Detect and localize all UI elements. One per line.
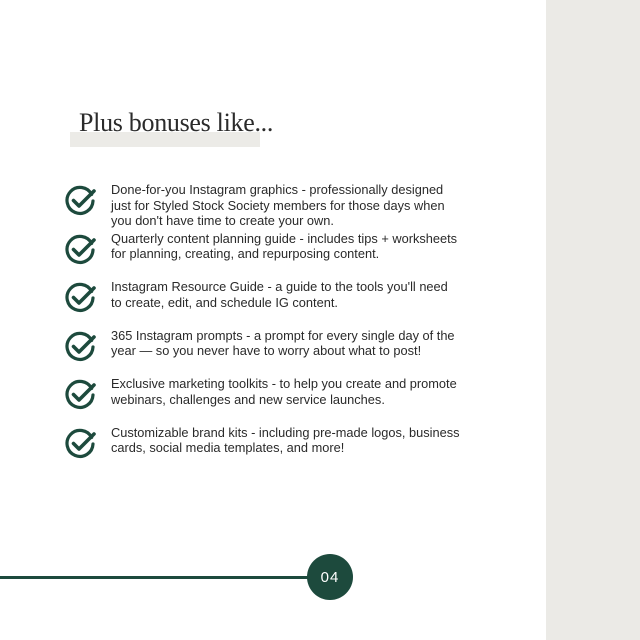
- check-circle-icon: [64, 234, 96, 266]
- list-item-line: you don't have time to create your own.: [111, 213, 334, 228]
- list-item-line: for planning, creating, and repurposing content.: [111, 246, 380, 261]
- bonus-list: [64, 182, 504, 473]
- check-circle-icon: [64, 282, 96, 314]
- list-item: [64, 376, 504, 425]
- list-item-line: webinars, challenges and new service launches.: [111, 391, 385, 407]
- list-item: [64, 279, 504, 328]
- list-item-text: [111, 279, 448, 310]
- check-circle-icon: [64, 185, 96, 217]
- side-panel: [546, 0, 640, 640]
- list-item-line: Exclusive marketing toolkits - to help you create and promote: [111, 376, 457, 391]
- list-item-line: Done-for-you Instagram graphics - professionally designed: [111, 182, 444, 197]
- page-number-badge: 04: [307, 554, 353, 600]
- heading-block: [70, 108, 273, 138]
- check-circle-icon: [64, 331, 96, 363]
- check-circle-icon: [64, 428, 96, 460]
- page-title: Plus bonuses like...: [79, 108, 274, 137]
- list-item-line: Instagram Resource Guide - a guide to the tools you'll need: [111, 279, 448, 294]
- list-item-text: [111, 182, 445, 229]
- list-item-text: [111, 425, 460, 456]
- list-item-line: year — so you never have to worry about what to post!: [111, 343, 422, 358]
- list-item-line: just for Styled Stock Society members for those days when: [111, 197, 445, 213]
- list-item: [64, 231, 504, 280]
- list-item-line: Quarterly content planning guide - includes tips + worksheets: [111, 230, 458, 246]
- list-item: [64, 182, 504, 231]
- list-item: [64, 328, 504, 377]
- list-item: [64, 425, 504, 474]
- footer-divider: [0, 576, 310, 579]
- list-item-line: to create, edit, and schedule IG content.: [111, 294, 338, 310]
- list-item-text: [111, 328, 455, 359]
- list-item-text: [111, 231, 457, 262]
- list-item-line: 365 Instagram prompts - a prompt for every single day of the: [111, 327, 455, 343]
- list-item-line: cards, social media templates, and more!: [111, 440, 345, 455]
- list-item-line: Customizable brand kits - including pre-made logos, business: [111, 424, 460, 440]
- check-circle-icon: [64, 379, 96, 411]
- list-item-text: [111, 376, 457, 407]
